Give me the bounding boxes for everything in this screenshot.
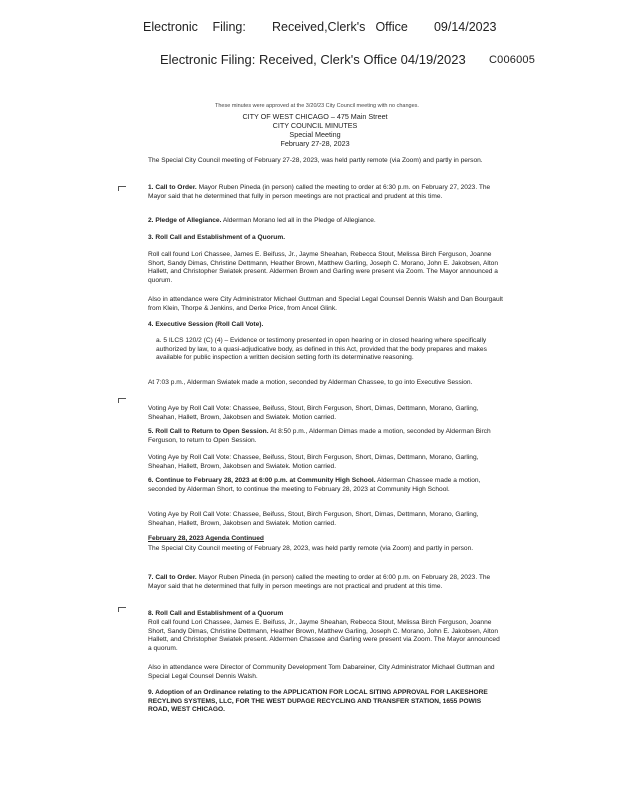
paragraph-intro-feb-28: The Special City Council meeting of February 28, 2023, was held partly remote (via Zoom) and partly in person. (148, 545, 474, 552)
section-heading-roll-call-feb-28: 8. Roll Call and Establishment of a Quorum (148, 610, 284, 617)
paragraph-attendance: Also in attendance were City Administrator Michael Guttman and Special Legal Counsel Dennis Walsh and Dan Bourgault from Klein, Thorpe & Jenkins, and Derke Price, from Ancel Glink. (148, 296, 503, 312)
approval-note: These minutes were approved at the 3/20/23 City Council meeting with no changes. (215, 103, 419, 109)
filing-stamp-main: Electronic Filing: Received, Clerk's Office 04/19/2023 (160, 52, 466, 67)
section-heading-feb-28: February 28, 2023 Agenda Continued (148, 535, 264, 542)
filing-stamp-top (143, 20, 497, 34)
stamp-word: Office (375, 20, 408, 34)
paragraph-statute: a. 5 ILCS 120/2 (C) (4) – Evidence or testimony presented in open hearing or in closed hearing where specifically authorized by law, to a quasi-adjudicative body, as defined in this Act, provided that the body prepares and makes available for public inspection a written decision setting forth its determinative reasoning. (156, 337, 487, 362)
paragraph-roll-call-feb-28: Roll call found Lori Chassee, James E. Beifuss, Jr., Jayme Sheahan, Rebecca Stout, Melissa Birch Ferguson, Joanne Short, Sandy Dimas, Christine Dettmann, Heather Brown, Matthew Garling, Joseph C. Morano, John E. Jakobsen, Alton Hallett, and Christopher Swiatek present. Aldermen Chassee and Garling were present via Zoom. The Mayor announced a quorum. (148, 619, 500, 652)
margin-mark (118, 398, 126, 403)
paragraph-continue: 6. Continue to February 28, 2023 at 6:00 p.m. at Community High School. Alderman Chassee made a motion, seconded by Alderman Short, to continue the meeting to February 28, 2023 at Community High School. (148, 477, 481, 493)
page-title: CITY COUNCIL MINUTES (272, 121, 358, 130)
section-heading-ordinance: 9. Adoption of an Ordinance relating to the APPLICATION FOR LOCAL SITING APPROVAL FOR LAKESHORE RECYLING SYSTEMS, LLC, FOR THE WEST DUPAGE RECYCLING AND TRANSFER STATION, 1655 POWIS ROAD, WEST CHICAGO. (148, 689, 488, 714)
paragraph-attendance-feb-28: Also in attendance were Director of Community Development Tom Dabareiner, City Administrator Michael Guttman and Special Legal Counsel Dennis Walsh. (148, 664, 495, 680)
paragraph-vote: Voting Aye by Roll Call Vote: Chassee, Beifuss, Stout, Birch Ferguson, Short, Dimas, Dettmann, Morano, Garling, Sheahan, Hallett, Brown, Jakobsen and Swiatek. Motion carried. (148, 405, 479, 421)
paragraph-return-open: 5. Roll Call to Return to Open Session. At 8:50 p.m., Alderman Dimas made a motion, seconded by Alderman Birch Ferguson, to return to Open Session. (148, 428, 491, 444)
meeting-type: Special Meeting (289, 130, 341, 139)
paragraph-call-to-order: 1. Call to Order. Mayor Ruben Pineda (in person) called the meeting to order at 6:30 p.m. on February 27, 2023. The Mayor said that he determined that fully in person meetings are not practical and prudent at this time. (148, 184, 491, 200)
stamp-word: Received,Clerk's (271, 20, 366, 34)
margin-mark (118, 607, 126, 612)
paragraph-pledge: 2. Pledge of Allegiance. Alderman Morano led all in the Pledge of Allegiance. (148, 217, 376, 224)
margin-mark (118, 186, 126, 191)
stamp-word: Filing: (212, 20, 246, 34)
city-address: CITY OF WEST CHICAGO – 475 Main Street (242, 112, 388, 121)
paragraph-motion-executive: At 7:03 p.m., Alderman Swiatek made a motion, seconded by Alderman Chassee, to go into Executive Session. (148, 379, 473, 386)
paragraph-call-to-order-feb-28: 7. Call to Order. Mayor Ruben Pineda (in person) called the meeting to order at 6:00 p.m. on February 28, 2023. The Mayor said that he determined that fully in person meetings are not practical and prudent at this time. (148, 574, 491, 590)
section-heading-executive-session: 4. Executive Session (Roll Call Vote). (148, 321, 264, 328)
stamp-word: 09/14/2023 (433, 20, 497, 34)
paragraph-intro: The Special City Council meeting of February 27-28, 2023, was held partly remote (via Zoom) and partly in person. (148, 157, 483, 164)
paragraph-vote: Voting Aye by Roll Call Vote: Chassee, Beifuss, Stout, Birch Ferguson, Short, Dimas, Dettmann, Morano, Garling, Sheahan, Hallett, Brown, Jakobsen and Swiatek. Motion carried. (148, 511, 479, 527)
stamp-word: Electronic (143, 20, 198, 34)
section-heading-roll-call: 3. Roll Call and Establishment of a Quorum. (148, 234, 286, 241)
paragraph-roll-call: Roll call found Lori Chassee, James E. Beifuss, Jr., Jayme Sheahan, Rebecca Stout, Melissa Birch Ferguson, Joanne Short, Sandy Dimas, Christine Dettmann, Heather Brown, Matthew Garling, Joseph C. Morano, John E. Jakobsen, Alton Hallett, and Christopher Swiatek present. Aldermen Brown and Garling were present via Zoom. The Mayor announced a quorum. (148, 251, 499, 284)
paragraph-vote: Voting Aye by Roll Call Vote: Chassee, Beifuss, Stout, Birch Ferguson, Short, Dimas, Dettmann, Morano, Garling, Sheahan, Hallett, Brown, Jakobsen and Swiatek. Motion carried. (148, 454, 479, 470)
meeting-dates: February 27-28, 2023 (280, 139, 350, 148)
document-number: C006005 (489, 54, 536, 66)
